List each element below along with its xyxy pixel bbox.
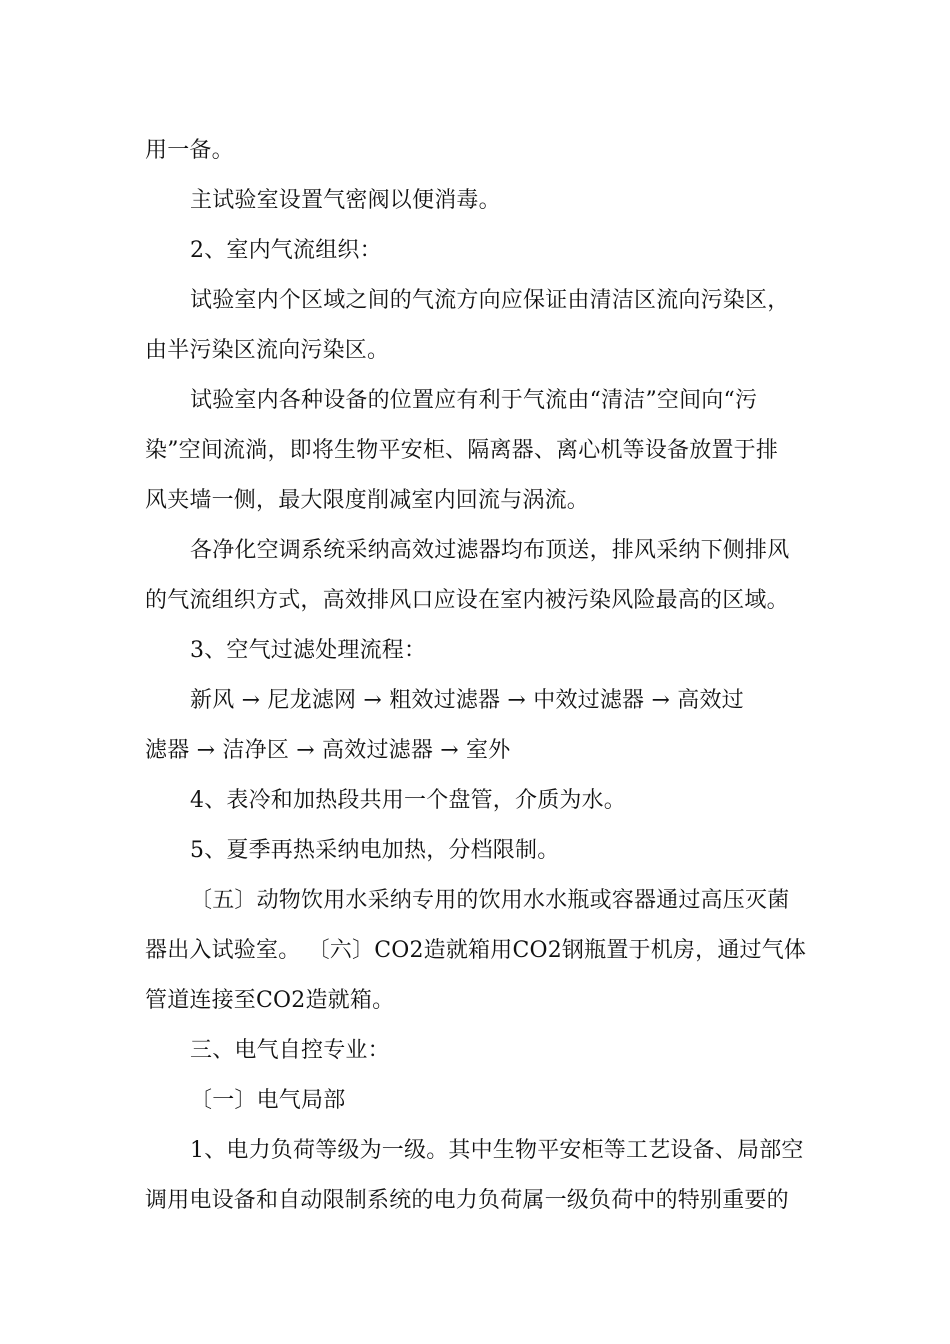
text-line-5: 由半污染区流向污染区。: [145, 338, 390, 363]
text-line-7: 染”空间流淌，即将生物平安柜、隔离器、离心机等设备放置于排: [145, 438, 779, 463]
section-heading-electrical: 三、电气自控专业：: [190, 1038, 390, 1063]
text-line-17: 器出入试验室。 〔六〕CO2造就箱用CO2钢瓶置于机房，通过气体: [145, 938, 807, 963]
text-line-8: 风夹墙一侧，最大限度削减室内回流与涡流。: [145, 488, 590, 513]
filter-flow-line-1: 新风 → 尼龙滤网 → 粗效过滤器 → 中效过滤器 → 高效过: [190, 688, 744, 713]
text-line-21: 1、电力负荷等级为一级。其中生物平安柜等工艺设备、局部空: [190, 1138, 804, 1163]
section-heading-filter-process: 3、空气过滤处理流程：: [190, 638, 427, 663]
text-line-16: 〔五〕动物饮用水采纳专用的饮用水水瓶或容器通过高压灭菌: [190, 888, 790, 913]
filter-flow-line-2: 滤器 → 洁净区 → 高效过滤器 → 室外: [145, 738, 511, 763]
text-line-6: 试验室内各种设备的位置应有利于气流由“清洁”空间向“污: [190, 388, 758, 413]
text-line-15: 5、夏季再热采纳电加热，分档限制。: [190, 838, 560, 863]
text-line-1: 用一备。: [145, 138, 234, 163]
text-line-10: 的气流组织方式，高效排风口应设在室内被污染风险最高的区域。: [145, 588, 789, 613]
text-line-14: 4、表冷和加热段共用一个盘管，介质为水。: [190, 788, 626, 813]
text-line-2: 主试验室设置气密阀以便消毒。: [190, 188, 501, 213]
text-line-9: 各净化空调系统采纳高效过滤器均布顶送，排风采纳下侧排风: [190, 538, 790, 563]
text-line-4: 试验室内个区域之间的气流方向应保证由清洁区流向污染区，: [190, 288, 790, 313]
text-line-18: 管道连接至CO2造就箱。: [145, 988, 395, 1013]
text-line-22: 调用电设备和自动限制系统的电力负荷属一级负荷中的特别重要的: [145, 1188, 789, 1213]
section-heading-airflow: 2、室内气流组织：: [190, 238, 382, 263]
subsection-heading-electrical-part: 〔一〕电气局部: [190, 1088, 346, 1113]
